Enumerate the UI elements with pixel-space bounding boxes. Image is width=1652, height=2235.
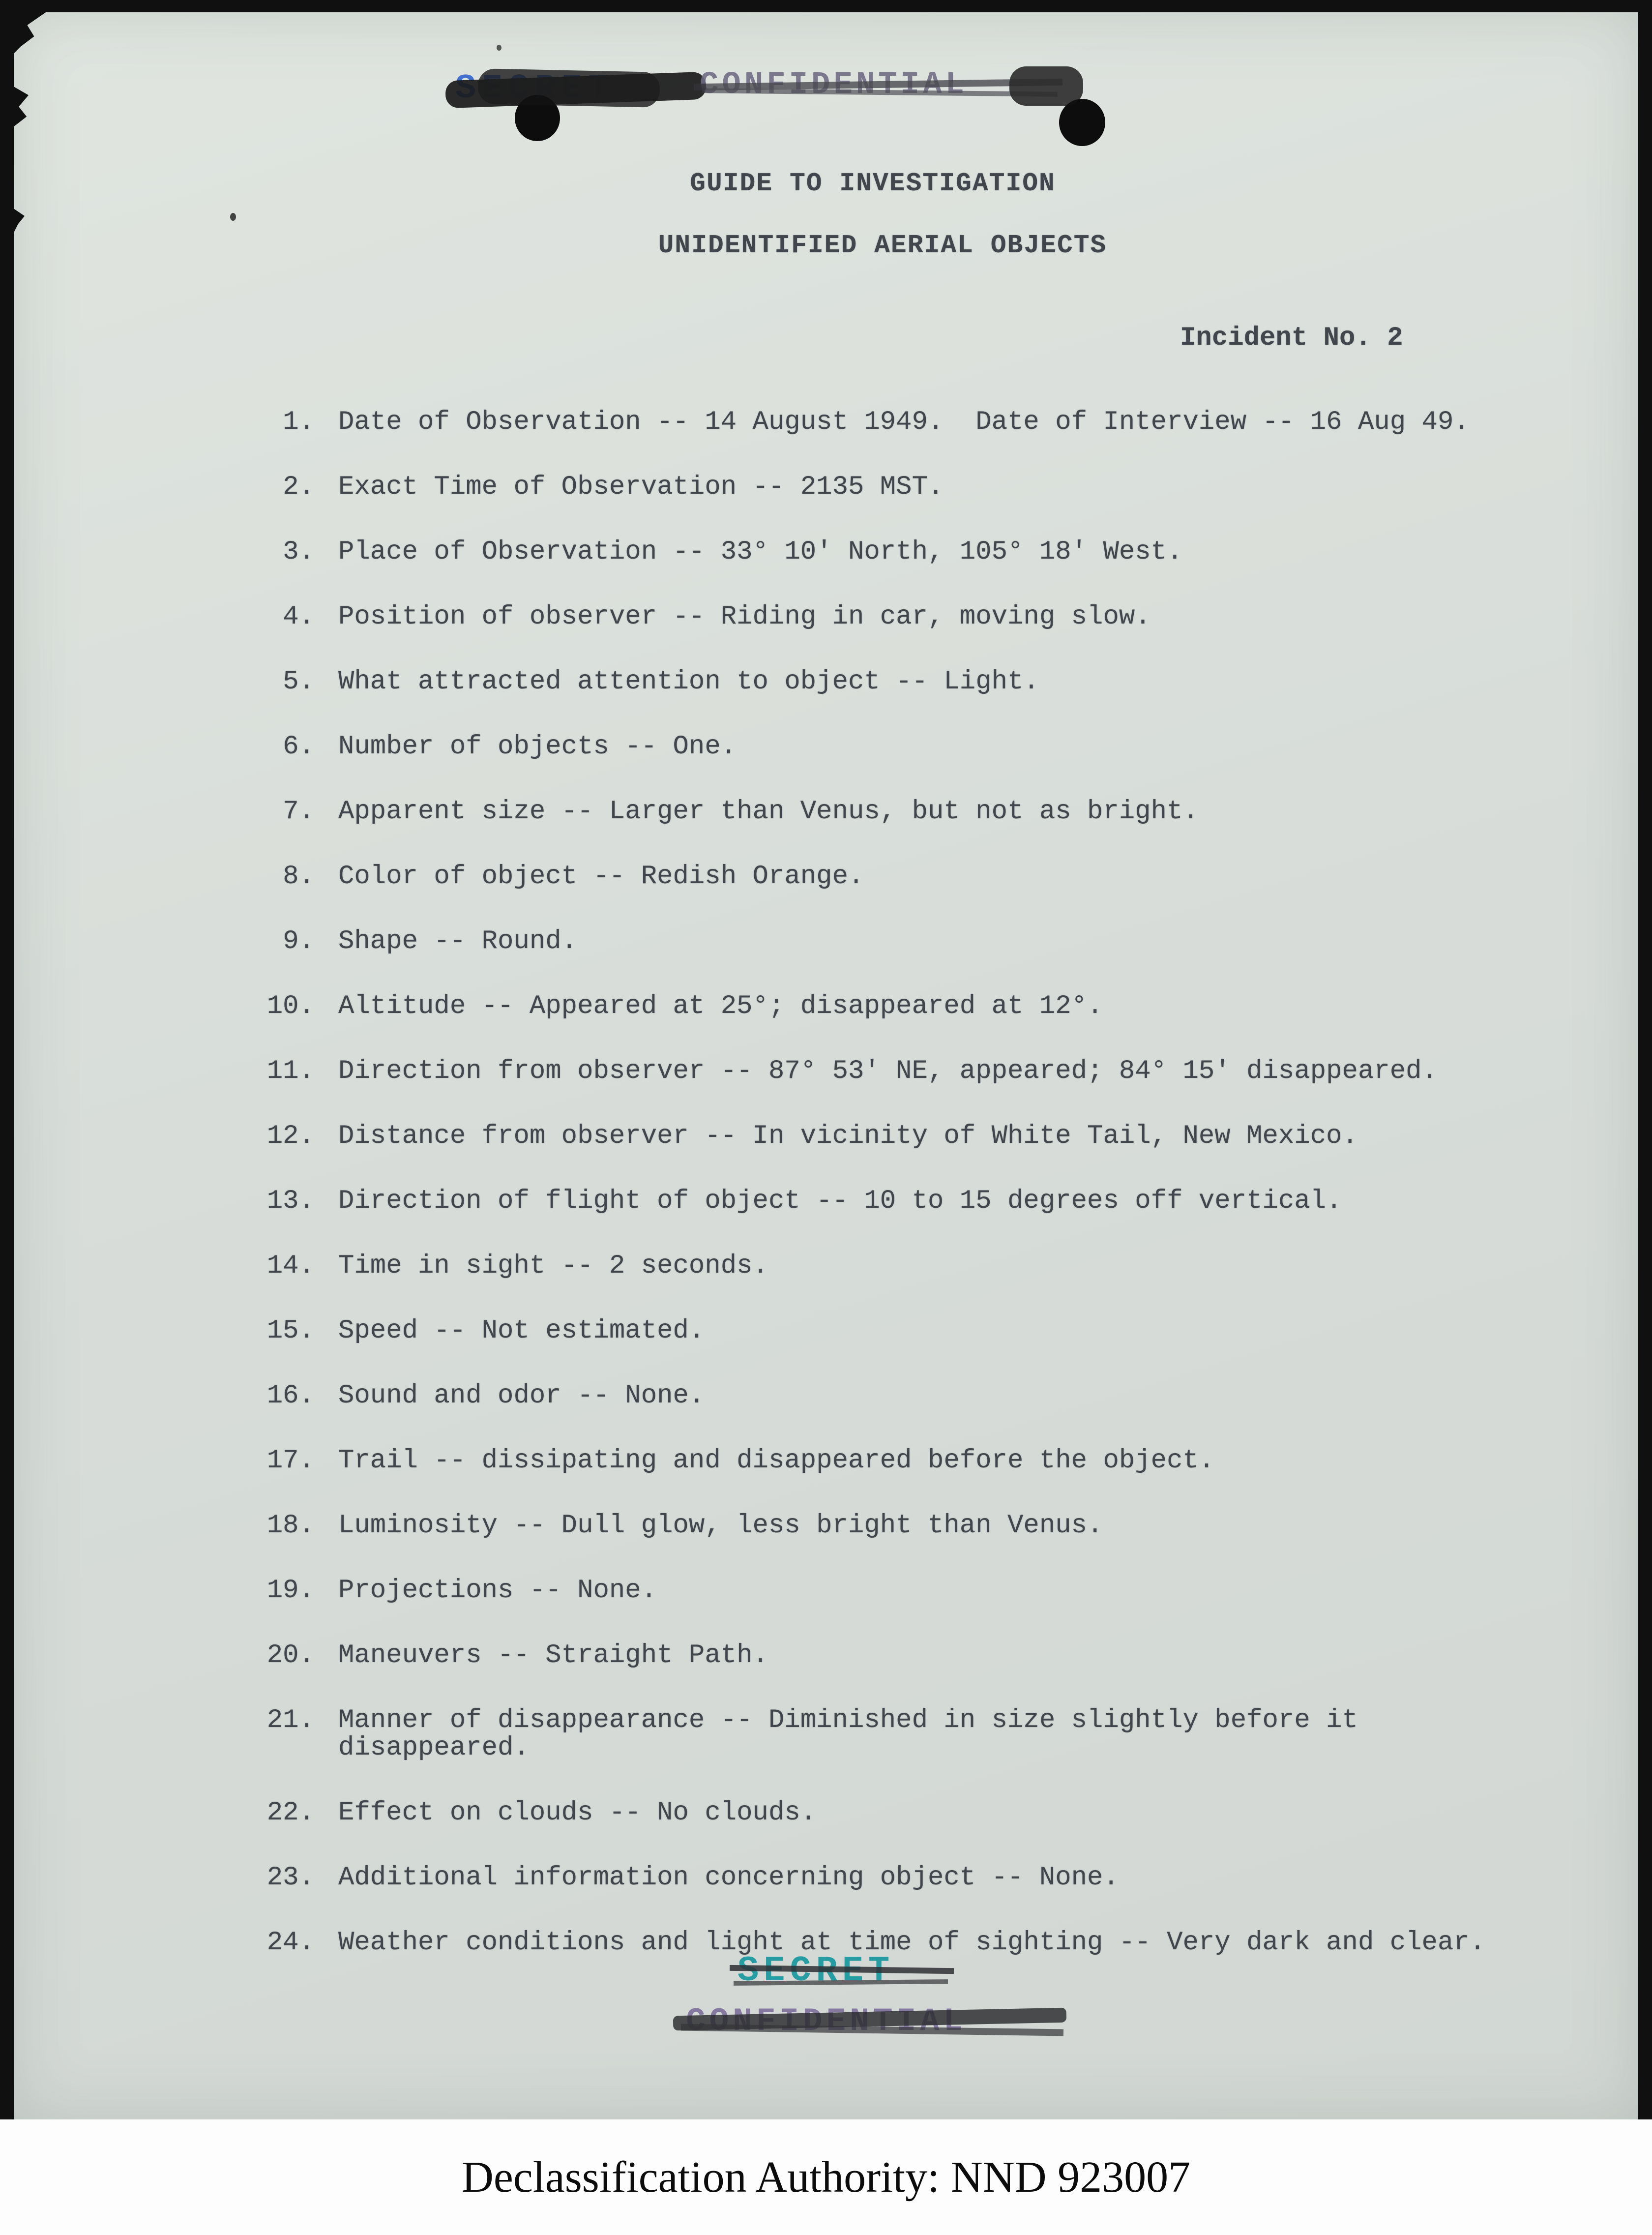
item-number: 4. (283, 602, 315, 632)
item-number: 9. (283, 926, 315, 956)
item-text: Speed -- Not estimated. (338, 1316, 705, 1346)
item-number: 8. (283, 862, 315, 892)
list-item (14, 1577, 1638, 1605)
redaction-mark (1009, 66, 1083, 106)
list-item (14, 1799, 1638, 1827)
item-text: Altitude -- Appeared at 25°; disappeared at 12°. (338, 991, 1103, 1021)
item-number: 13. (266, 1186, 315, 1216)
list-item (14, 1864, 1638, 1892)
torn-corner (13, 11, 47, 55)
list-item (14, 474, 1638, 501)
item-text: Time in sight -- 2 seconds. (338, 1251, 768, 1281)
edge-tear (13, 86, 29, 127)
list-item (14, 1317, 1638, 1345)
item-text: Direction of flight of object -- 10 to 15 degrees off vertical. (338, 1186, 1342, 1216)
hole-punch-right (1059, 99, 1105, 146)
item-number: 20. (266, 1640, 315, 1670)
list-item (14, 733, 1638, 761)
list-item (14, 409, 1638, 436)
confidential-stamp-bottom (686, 2003, 967, 2040)
item-text: Shape -- Round. (338, 926, 578, 956)
edge-tear (13, 208, 25, 235)
item-text: Projections -- None. (338, 1576, 657, 1606)
item-number: 19. (266, 1576, 315, 1606)
secret-stamp-bottom (738, 1951, 894, 1991)
item-text: What attracted attention to object -- Light. (338, 667, 1039, 697)
item-text: Weather conditions and light at time of sighting -- Very dark and clear. (338, 1928, 1486, 1958)
document-title-line2: UNIDENTIFIED AERIAL OBJECTS (658, 231, 1107, 260)
list-item (14, 1252, 1638, 1280)
item-text: Sound and odor -- None. (338, 1381, 705, 1411)
item-number: 7. (283, 797, 315, 827)
item-text: Color of object -- Redish Orange. (338, 862, 864, 892)
item-number: 16. (266, 1381, 315, 1411)
confidential-stamp-top (700, 67, 968, 103)
list-item (14, 1188, 1638, 1215)
item-number: 12. (266, 1121, 315, 1151)
item-number: 17. (266, 1446, 315, 1476)
list-item (14, 668, 1638, 696)
incident-number: Incident No. 2 (1180, 323, 1403, 353)
item-text: Manner of disappearance -- Diminished in size slightly before it disappeared. (338, 1705, 1374, 1763)
list-item (14, 1058, 1638, 1085)
list-item (14, 1447, 1638, 1475)
item-text: Luminosity -- Dull glow, less bright than Venus. (338, 1511, 1103, 1541)
list-item (14, 1512, 1638, 1540)
paper-speck (497, 45, 502, 51)
item-number: 21. (266, 1705, 315, 1735)
item-number: 14. (266, 1251, 315, 1281)
list-item (14, 1642, 1638, 1669)
item-number: 11. (266, 1056, 315, 1086)
list-item (14, 603, 1638, 631)
secret-stamp-top (455, 69, 615, 108)
item-number: 24. (266, 1928, 315, 1958)
list-item (14, 538, 1638, 566)
item-text: Place of Observation -- 33° 10' North, 105° 18' West. (338, 537, 1183, 567)
list-item (14, 1123, 1638, 1150)
declassification-authority-text: Declassification Authority: NND 923007 (461, 2153, 1191, 2202)
item-text: Position of observer -- Riding in car, moving slow. (338, 602, 1151, 632)
item-text: Date of Observation -- 14 August 1949. Date of Interview -- 16 Aug 49. (338, 407, 1470, 437)
item-number: 22. (266, 1798, 315, 1828)
item-number: 1. (283, 407, 315, 437)
item-text: Additional information concerning object -- None. (338, 1863, 1119, 1893)
item-text: Direction from observer -- 87° 53' NE, appeared; 84° 15' disappeared. (338, 1056, 1438, 1086)
list-item (14, 993, 1638, 1020)
item-number: 15. (266, 1316, 315, 1346)
declassification-footer (0, 2119, 1652, 2235)
item-number: 5. (283, 667, 315, 697)
item-text: Trail -- dissipating and disappeared before the object. (338, 1446, 1215, 1476)
item-number: 10. (266, 991, 315, 1021)
item-number: 23. (266, 1863, 315, 1893)
list-item (14, 1382, 1638, 1410)
redaction-mark (477, 68, 660, 108)
item-number: 3. (283, 537, 315, 567)
item-number: 18. (266, 1511, 315, 1541)
list-item (14, 1707, 1638, 1762)
item-text: Maneuvers -- Straight Path. (338, 1640, 768, 1670)
item-text: Number of objects -- One. (338, 732, 737, 762)
scanned-document-page (14, 12, 1638, 2119)
list-item (14, 928, 1638, 955)
item-number: 6. (283, 732, 315, 762)
list-item (14, 798, 1638, 826)
item-text: Exact Time of Observation -- 2135 MST. (338, 472, 944, 502)
item-text: Effect on clouds -- No clouds. (338, 1798, 817, 1828)
item-text: Distance from observer -- In vicinity of White Tail, New Mexico. (338, 1121, 1358, 1151)
list-item (14, 863, 1638, 891)
document-title-line1: GUIDE TO INVESTIGATION (690, 169, 1056, 198)
item-text: Apparent size -- Larger than Venus, but not as bright. (338, 797, 1199, 827)
item-number: 2. (283, 472, 315, 502)
observation-item-list (14, 409, 1638, 1994)
paper-speck (230, 213, 236, 221)
